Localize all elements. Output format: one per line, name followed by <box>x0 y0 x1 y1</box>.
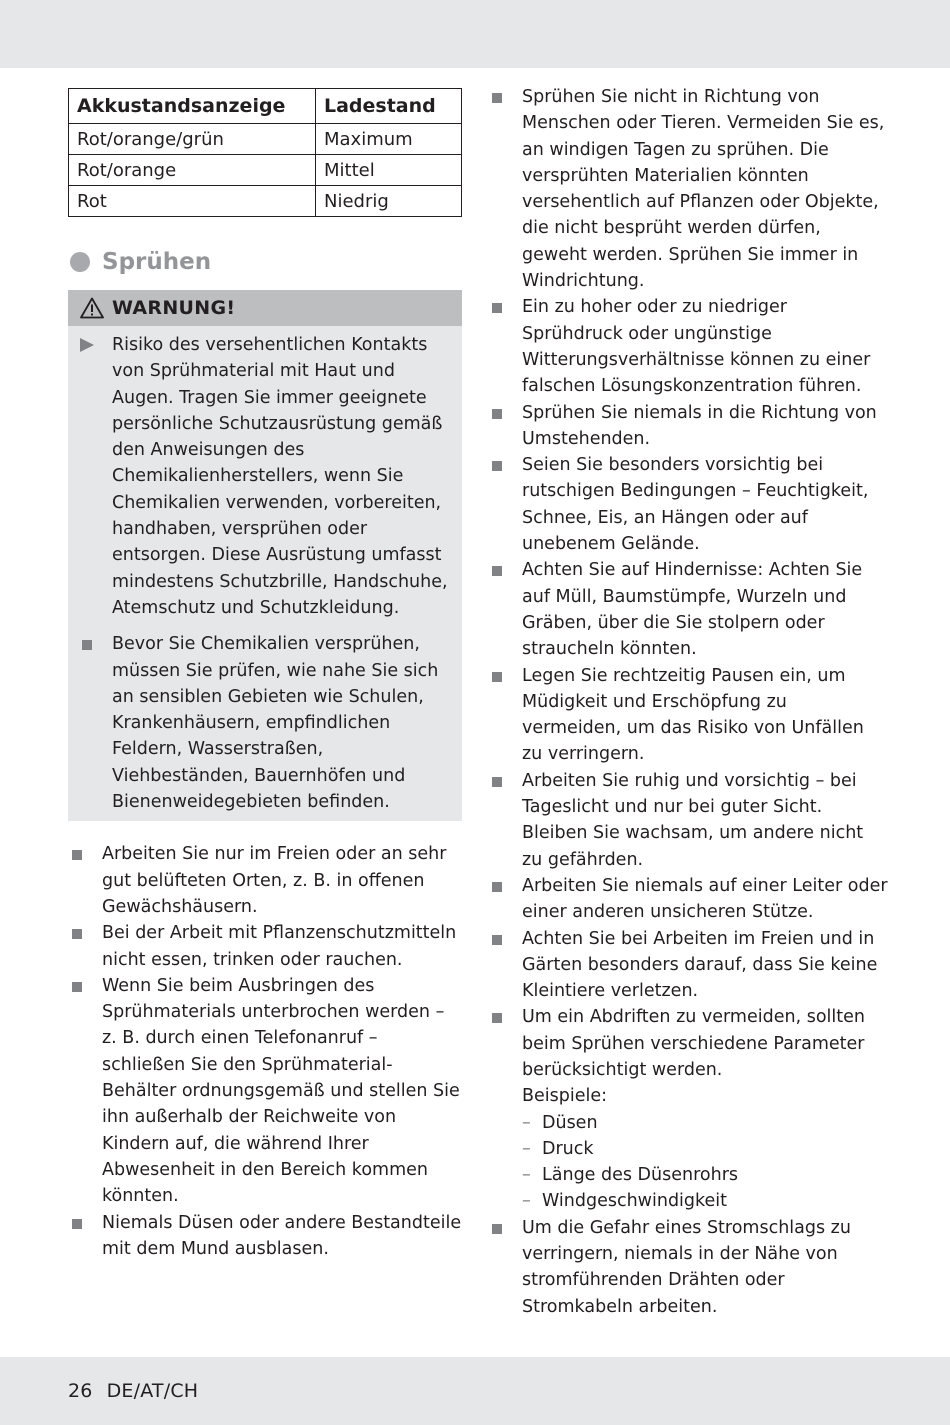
square-bullet-icon <box>492 409 502 419</box>
list-item <box>488 768 888 873</box>
table-cell: Mittel <box>316 155 462 186</box>
list-item-text: Achten Sie auf Hindernisse: Achten Sie auf Müll, Baumstümpfe, Wurzeln und Gräben, über die Sie stolpern oder straucheln könnten. <box>522 560 863 660</box>
list-item-text: Ein zu hoher oder zu niedriger Sprühdruck oder ungünstige Witterungsverhältnisse können zu einer falschen Lösungskonzentration führen. <box>522 297 871 397</box>
list-item-text: Um ein Abdriften zu vermeiden, sollten beim Sprühen verschiedene Parameter berücksichtigt werden. <box>522 1007 865 1080</box>
list-item-text: Sprühen Sie niemals in die Richtung von Umstehenden. <box>522 402 877 449</box>
list-item-text: Wenn Sie beim Ausbringen des Sprühmaterials unterbrochen werden – z. B. durch einen Telefonanruf – schließen Sie den Sprühmaterial-Behälter ordnungsgemäß und stellen Sie ihn außerhalb der Reichweite von Kindern auf, die während Ihrer Abwesenheit in den Bereich kommen könnten. <box>102 975 460 1207</box>
list-item <box>68 841 462 920</box>
warning-box <box>68 290 462 821</box>
square-bullet-icon <box>492 777 502 787</box>
list-item-text: Seien Sie besonders vorsichtig bei rutschigen Bedingungen – Feuchtigkeit, Schnee, Eis, an Hängen oder auf unebenem Gelände. <box>522 455 869 555</box>
list-item-text: Niemals Düsen oder andere Bestandteile mit dem Mund ausblasen. <box>102 1212 462 1259</box>
example-item: – Druck <box>522 1136 888 1162</box>
list-item <box>68 973 462 1210</box>
table-row <box>69 155 462 186</box>
table-header: Ladestand <box>316 89 462 124</box>
left-bullet-list <box>68 841 462 1262</box>
warning-triangle-icon <box>80 297 104 319</box>
table-cell: Maximum <box>316 124 462 155</box>
square-bullet-icon <box>492 672 502 682</box>
list-item <box>488 1215 888 1320</box>
square-bullet-icon <box>492 935 502 945</box>
square-bullet-icon <box>492 93 502 103</box>
list-item <box>488 926 888 1005</box>
table-row <box>69 186 462 217</box>
list-item-text: Bevor Sie Chemikalien versprühen, müssen Sie prüfen, wie nahe Sie sich an sensiblen Gebieten wie Schulen, Krankenhäusern, empfindlichen Feldern, Wasserstraßen, Viehbeständen, Bauernhöfen und Bienenweidegebieten befinden. <box>112 634 439 813</box>
examples-list <box>522 1110 888 1215</box>
list-item-text: Bei der Arbeit mit Pflanzenschutzmitteln nicht essen, trinken oder rauchen. <box>102 923 457 970</box>
header-band <box>0 0 950 68</box>
arrow-bullet-icon <box>80 338 94 352</box>
list-item <box>488 452 888 557</box>
square-bullet-icon <box>492 566 502 576</box>
list-item <box>488 873 888 926</box>
list-item <box>488 1004 888 1214</box>
list-item <box>68 1210 462 1263</box>
list-item <box>488 400 888 453</box>
left-column <box>68 88 462 1262</box>
section-title: Sprühen <box>102 249 212 275</box>
table-cell: Niedrig <box>316 186 462 217</box>
list-item <box>488 557 888 662</box>
section-bullet-icon <box>70 252 90 272</box>
page-number: 26 <box>68 1380 93 1402</box>
table-row <box>69 124 462 155</box>
list-item <box>488 84 888 294</box>
square-bullet-icon <box>492 882 502 892</box>
list-item <box>488 663 888 768</box>
examples-label: Beispiele: <box>522 1086 608 1107</box>
square-bullet-icon <box>72 1219 82 1229</box>
table-cell: Rot/orange <box>69 155 316 186</box>
list-item-text: Sprühen Sie nicht in Richtung von Menschen oder Tieren. Vermeiden Sie es, an windigen Tagen zu sprühen. Die versprühten Materialien könnten versehentlich auf Pflanzen oder Objekte, die nicht besprüht werden dürfen, geweht werden. Sprühen Sie immer in Windrichtung. <box>522 87 885 292</box>
example-item: – Windgeschwindigkeit <box>522 1188 888 1214</box>
list-item-text: Arbeiten Sie niemals auf einer Leiter oder einer anderen unsicheren Stütze. <box>522 875 888 923</box>
list-item-text: Achten Sie bei Arbeiten im Freien und in Gärten besonders darauf, dass Sie keine Kleintiere verletzen. <box>522 928 878 1002</box>
square-bullet-icon <box>492 461 502 471</box>
square-bullet-icon <box>72 982 82 992</box>
battery-status-table <box>68 88 462 217</box>
list-item <box>488 294 888 399</box>
section-heading <box>68 247 462 277</box>
list-item-text: Arbeiten Sie ruhig und vorsichtig – bei Tageslicht und nur bei guter Sicht. Bleiben Sie wachsam, um andere nicht zu gefährden. <box>522 770 864 870</box>
square-bullet-icon <box>492 1013 502 1023</box>
page-footer <box>68 1380 212 1402</box>
table-cell: Rot/orange/grün <box>69 124 316 155</box>
list-item <box>68 631 462 815</box>
square-bullet-icon <box>492 303 502 313</box>
right-column <box>488 84 888 1320</box>
square-bullet-icon <box>72 850 82 860</box>
table-cell: Rot <box>69 186 316 217</box>
list-item-text: Um die Gefahr eines Stromschlags zu verringern, niemals in der Nähe von stromführenden Drähten oder Stromkabeln arbeiten. <box>522 1217 851 1317</box>
example-item: – Düsen <box>522 1110 888 1136</box>
list-item-text: Arbeiten Sie nur im Freien oder an sehr gut belüfteten Orten, z. B. in offenen Gewächshäusern. <box>102 844 447 917</box>
square-bullet-icon <box>72 929 82 939</box>
warning-header <box>68 290 462 326</box>
table-header-row <box>69 89 462 124</box>
language-label: DE/AT/CH <box>106 1380 199 1402</box>
table-header: Akkustandsanzeige <box>69 89 316 124</box>
example-item: – Länge des Düsenrohrs <box>522 1162 888 1188</box>
list-item <box>68 920 462 973</box>
warning-title: WARNUNG! <box>112 297 236 319</box>
square-bullet-icon <box>82 640 92 650</box>
list-item-text: Risiko des versehentlichen Kontakts von Sprühmaterial mit Haut und Augen. Tragen Sie immer geeignete persönliche Schutzausrüstung gemäß den Anweisungen des Chemikalienherstellers, wenn Sie Chemikalien verwenden, vorbereiten, handhaben, versprühen oder entsorgen. Diese Ausrüstung umfasst mindestens Schutzbrille, Handschuhe, Atemschutz und Schutzkleidung. <box>112 335 448 618</box>
square-bullet-icon <box>492 1224 502 1234</box>
list-item-text: Legen Sie rechtzeitig Pausen ein, um Müdigkeit und Erschöpfung zu vermeiden, um das Risiko von Unfällen zu verringern. <box>522 665 864 765</box>
list-item <box>68 332 462 621</box>
